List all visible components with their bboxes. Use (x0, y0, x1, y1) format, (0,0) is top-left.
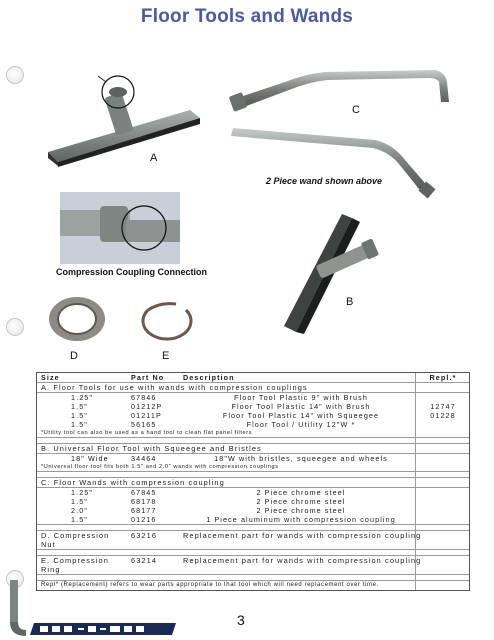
cell-size: 2.0" (71, 506, 88, 515)
cell-size: 1.5" (71, 411, 88, 420)
section-b-title: B. Universal Floor Tool with Squeegee and Bristles (41, 444, 262, 453)
cell-repl: 12747 (430, 402, 456, 411)
table-row (37, 506, 469, 515)
cell-desc: 2 Piece chrome steel (256, 506, 346, 515)
section-e-part: 63214 (131, 556, 158, 565)
section-e-row (37, 556, 469, 565)
compression-nut-photo-d (46, 294, 108, 344)
label-d: D (70, 350, 78, 362)
section-a-title: A. Floor Tools for use with wands with compression couplings (41, 383, 308, 392)
coupling-photo (60, 192, 180, 264)
section-e-label-2: Ring (41, 565, 61, 574)
section-c-title: C. Floor Wands with compression coupling (41, 478, 225, 487)
coupling-caption: Compression Coupling Connection (56, 267, 207, 277)
page-title: Floor Tools and Wands (140, 6, 354, 27)
table-row (37, 411, 469, 420)
table-row (37, 420, 469, 429)
vacuum-hose-graphic (2, 580, 28, 638)
binder-hole-middle (6, 318, 24, 336)
header-repl: Repl.* (429, 373, 457, 382)
binder-hole-top (6, 66, 24, 84)
section-e-row-2 (37, 565, 469, 575)
cell-size: 1.5" (71, 497, 88, 506)
label-a: A (150, 152, 158, 164)
cell-desc: Floor Tool Plastic 14" with Brush (231, 402, 371, 411)
table-row (37, 515, 469, 525)
section-b-note: *Universal floor tool fits both 1.5" and 2.0" wands with compression couplings (41, 464, 279, 470)
page-number: 3 (237, 612, 245, 628)
cell-desc: Floor Tool Plastic 14" with Squeegee (222, 411, 380, 420)
cell-part: 68177 (131, 506, 157, 515)
cell-size: 1.25" (71, 393, 94, 402)
section-a-title-row (37, 383, 469, 393)
cell-size: 1.5" (71, 420, 88, 429)
label-c: C (352, 104, 360, 116)
section-e-label: E. Compression (41, 556, 109, 565)
cell-desc: 18"W with bristles, squeegee and wheels (214, 454, 388, 463)
table-row (37, 402, 469, 411)
cell-repl: 01228 (430, 411, 456, 420)
section-a-note-row (37, 429, 469, 438)
cell-size: 1.5" (71, 515, 88, 524)
section-c-title-row (37, 478, 469, 488)
cell-part: 01211P (131, 411, 162, 420)
section-d-row-2 (37, 540, 469, 550)
floor-tool-photo-a (40, 70, 210, 170)
cell-size: 18" Wide (71, 454, 109, 463)
section-e-desc: Replacement part for wands with compression coupling (183, 556, 422, 565)
section-d-row (37, 531, 469, 540)
label-e: E (162, 350, 170, 362)
table-row (37, 454, 469, 463)
header-description: Description (183, 373, 235, 382)
cell-part: 67846 (131, 393, 157, 402)
compression-ring-photo-e (138, 298, 196, 344)
universal-floor-tool-photo-b (268, 206, 388, 336)
section-d-label: D. Compression (41, 531, 110, 540)
cell-size: 1.5" (71, 402, 88, 411)
table-footnote: Repl* (Replacement) refers to wear parts appropriate to that tool which will need replacement over time. (41, 582, 379, 588)
wand-caption: 2 Piece wand shown above (266, 176, 383, 186)
header-size: Size (41, 373, 60, 382)
label-b: B (346, 296, 354, 308)
section-d-part: 63216 (131, 531, 158, 540)
cell-desc: 1 Piece aluminum with compression coupling (206, 515, 396, 524)
spec-table (36, 372, 470, 591)
cell-part: 01212P (131, 402, 163, 411)
cell-size: 1.25" (71, 488, 94, 497)
cell-desc: Floor Tool Plastic 9" with Brush (234, 393, 368, 402)
brand-logo (30, 622, 180, 636)
cell-part: 67845 (131, 488, 157, 497)
header-part-no: Part No (131, 373, 165, 382)
cell-part: 68178 (131, 497, 157, 506)
table-row (37, 497, 469, 506)
cell-part: 56165 (131, 420, 157, 429)
section-d-label-2: Nut (41, 540, 56, 549)
footnote-row (37, 581, 469, 590)
cell-part: 01216 (131, 515, 157, 524)
cell-part: 34464 (131, 454, 157, 463)
section-b-note-row (37, 463, 469, 472)
section-a-note: *Utility tool can also be used as a hand tool to clean flat panel filters (41, 430, 253, 436)
table-row (37, 488, 469, 497)
table-header-row (37, 373, 469, 383)
table-row (37, 393, 469, 402)
cell-desc: Floor Tool / Utility 12"W * (246, 420, 356, 429)
section-b-title-row (37, 444, 469, 454)
section-d-desc: Replacement part for wands with compression coupling (183, 531, 422, 540)
cell-desc: 2 Piece chrome steel (256, 497, 346, 506)
cell-desc: 2 Piece chrome steel (256, 488, 346, 497)
